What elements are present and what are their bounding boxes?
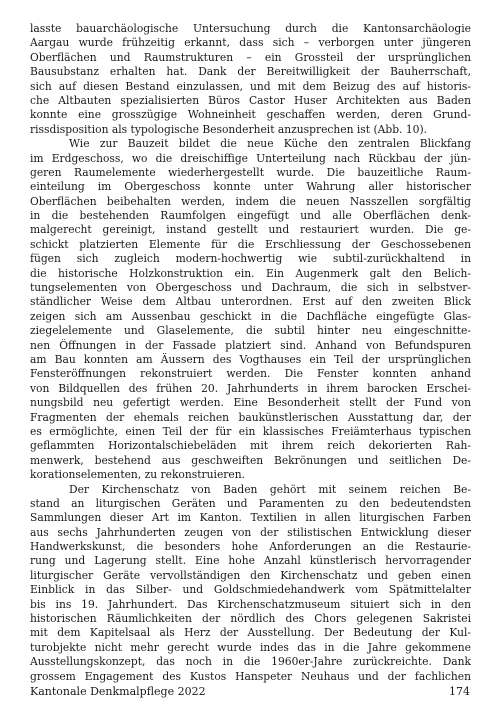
text-line: Einblick in das Silber- und Goldschmiedehandwerk vom Spätmittelalter xyxy=(30,583,471,597)
text-line: Bausubstanz erhalten hat. Dank der Bereitwilligkeit der Bauherrschaft, xyxy=(30,65,471,79)
text-line: geflammten Horizontalschiebeläden mit ihrem reich dekorierten Rah- xyxy=(30,439,471,453)
text-line: die historische Holzkonstruktion ein. Ein Augenmerk galt den Belich- xyxy=(30,266,471,280)
text-line: schickt platzierten Elemente für die Erschliessung der Geschossebenen xyxy=(30,237,471,251)
text-line: grossem Engagement des Kustos Hanspeter Neuhaus und der fachlichen xyxy=(30,669,471,683)
text-line: einteilung im Obergeschoss konnte unter Wahrung aller historischer xyxy=(30,180,471,194)
text-line: in die bestehenden Raumfolgen eingefügt und alle Oberflächen denk- xyxy=(30,209,471,223)
text-line: geren Raumelemente wiederhergestellt wurde. Die bauzeitliche Raum- xyxy=(30,165,471,179)
text-line: korationselementen, zu rekonstruieren. xyxy=(30,468,245,482)
paragraph-start: Wie zur Bauzeit bildet die neue Küche den zentralen Blickfang xyxy=(69,137,471,151)
publication-title: Kantonale Denkmalpflege 2022 xyxy=(30,685,206,698)
text-line: che Altbauten spezialisierten Büros Castor Huser Architekten aus Baden xyxy=(30,93,471,107)
text-line: im Erdgeschoss, wo die dreischiffige Unterteilung nach Rückbau der jün- xyxy=(30,151,471,165)
text-line: stand an liturgischen Geräten und Paramenten zu den bedeutendsten xyxy=(30,496,471,510)
text-line: Sammlungen dieser Art im Kanton. Textilien in allen liturgischen Farben xyxy=(30,511,471,525)
text-line: nen Öffnungen in der Fassade platziert sind. Anhand von Befundspuren xyxy=(30,338,471,352)
text-line: menwerk, bestehend aus geschweiften Bekrönungen und seitlichen De- xyxy=(30,453,471,467)
text-line: ziegelelemente und Glaselemente, die subtil hinter neu eingeschnitte- xyxy=(30,324,471,338)
text-line: fügen sich zugleich modern-hochwertig wie subtil-zurückhaltend in xyxy=(30,252,471,266)
text-line: Fragmenten der ehemals reichen baukünstlerischen Ausstattung dar, der xyxy=(30,410,471,424)
paragraph-start: Der Kirchenschatz von Baden gehört mit seinem reichen Be- xyxy=(69,482,471,496)
body-text xyxy=(30,22,471,684)
text-line: sich auf diesen Bestand einzulassen, und mit dem Beizug des auf historis- xyxy=(30,79,471,93)
text-line: zeigen sich am Aussenbau geschickt in die Dachfläche eingefügte Glas- xyxy=(30,309,471,323)
text-line: Fensteröffnungen rekonstruiert werden. Die Fenster konnten anhand xyxy=(30,367,471,381)
text-line: Oberflächen und Raumstrukturen – ein Grossteil der ursprünglichen xyxy=(30,50,471,64)
text-line: rissdisposition als typologische Besonderheit anzusprechen ist (Abb. 10). xyxy=(30,122,428,136)
text-line: historischen Räumlichkeiten der nördlich des Chors gelegenen Sakristei xyxy=(30,612,471,626)
text-line: malgerecht gereinigt, instand gestellt und restauriert wurden. Die ge- xyxy=(30,223,471,237)
text-line: am Bau konnten am Äussern des Vogthauses ein Teil der ursprünglichen xyxy=(30,352,471,366)
text-line: nungsbild neu gefertigt werden. Eine Besonderheit stellt der Fund von xyxy=(30,396,471,410)
text-line: es ermöglichte, einen Teil der für ein klassisches Freiämterhaus typischen xyxy=(30,424,471,438)
text-line: konnte eine grosszügige Wohneinheit geschaffen werden, deren Grund- xyxy=(30,108,471,122)
text-line: ständlicher Weise dem Altbau unterordnen. Erst auf den zweiten Blick xyxy=(30,295,471,309)
text-line: rung und Lagerung stellt. Eine hohe Anzahl künstlerisch hervorragender xyxy=(30,554,471,568)
text-line: mit dem Kapitelsaal als Herz der Ausstellung. Der Bedeutung der Kul- xyxy=(30,626,471,640)
text-line: tungselementen von Obergeschoss und Dachraum, die sich in selbstver- xyxy=(30,281,471,295)
text-line: Oberflächen beibehalten werden, indem die neuen Nasszellen sorgfältig xyxy=(30,194,471,208)
page-number: 174 xyxy=(449,685,470,698)
text-line: von Bildquellen des frühen 20. Jahrhunderts in ihrem barocken Erschei- xyxy=(30,381,471,395)
text-line: lasste bauarchäologische Untersuchung durch die Kantonsarchäologie xyxy=(30,22,471,35)
text-line: Ausstellungskonzept, das noch in die 1960er-Jahre zurückreichte. Dank xyxy=(30,655,471,669)
page-footer xyxy=(30,685,470,701)
text-line: Handwerkskunst, die besonders hohe Anforderungen an die Restaurie- xyxy=(30,540,471,554)
text-line: Aargau wurde frühzeitig erkannt, dass sich – verborgen unter jüngeren xyxy=(30,36,471,50)
text-line: aus sechs Jahrhunderten zeugen von der stilistischen Entwicklung dieser xyxy=(30,525,471,539)
text-line: liturgischer Geräte vervollständigen den Kirchenschatz und geben einen xyxy=(30,568,471,582)
text-line: turobjekte nicht mehr gerecht wurde indes das in die Jahre gekommene xyxy=(30,640,471,654)
text-line: bis ins 19. Jahrhundert. Das Kirchenschatzmuseum situiert sich in den xyxy=(30,597,471,611)
